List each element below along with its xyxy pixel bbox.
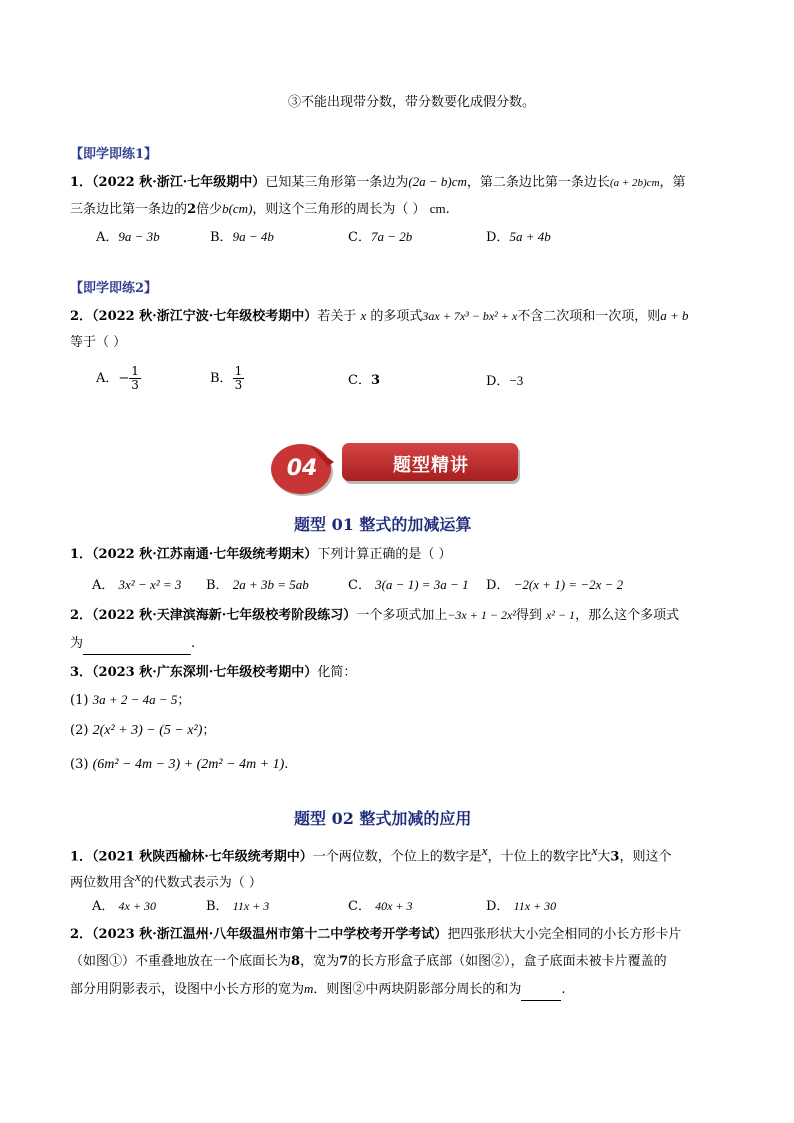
section1-q3-item1	[70, 690, 190, 711]
option-label: C．	[348, 899, 371, 914]
option-value: 4x + 30	[118, 899, 156, 913]
fraction	[233, 365, 245, 392]
intro-rule-text: ③不能出现带分数，带分数要化成假分数。	[288, 95, 536, 110]
section2-q2-line3	[70, 979, 566, 1001]
section1-q2-line1	[70, 605, 679, 626]
practice1-option-c[interactable]	[348, 227, 412, 248]
option-label: A．	[96, 371, 119, 386]
option-sign: −	[118, 371, 130, 386]
option-value: 9a − 3b	[118, 229, 160, 244]
item-label: (2)	[70, 723, 89, 738]
unit: cm	[429, 201, 446, 216]
banner-number: 04	[286, 456, 318, 481]
item-label: (1)	[70, 693, 89, 708]
option-value: 11x + 30	[513, 899, 557, 913]
question-source: （2022 秋·浙江宁波·七年级校考期中）	[92, 309, 318, 324]
item-label: (3)	[70, 757, 89, 772]
option-label: B．	[206, 578, 229, 593]
expression: a + b	[660, 308, 689, 323]
expression: (6m² − 4m − 3) + (2m² − 4m + 1)	[92, 757, 285, 772]
question-text: ，第	[659, 175, 686, 190]
punctuation: .	[191, 636, 196, 651]
polynomial: 3ax + 7x³ − bx² + x	[422, 309, 518, 323]
option-label: C．	[348, 373, 371, 388]
section2-q2-line2	[70, 952, 667, 972]
question-source: （2022 秋·浙江·七年级期中）	[92, 175, 266, 190]
section-banner	[270, 436, 526, 498]
punctuation: ；	[177, 693, 191, 708]
option-label: D．	[486, 230, 510, 245]
expression: (2a − b)cm	[408, 174, 467, 189]
question-text: 的代数式表示为（ ）	[140, 875, 262, 891]
section2-q1-option-c[interactable]	[348, 896, 413, 917]
option-value: 40x + 3	[375, 899, 413, 913]
punctuation: .	[561, 982, 566, 997]
question-text: 下列计算正确的是（ ）	[317, 547, 452, 562]
answer-blank[interactable]	[521, 980, 561, 1001]
section1-q2-line2	[70, 634, 195, 655]
answer-blank[interactable]	[83, 634, 191, 655]
option-value: 7a − 2b	[370, 229, 413, 244]
section1-q1-line1	[70, 545, 451, 565]
fraction-denominator: 3	[131, 378, 139, 392]
practice1-tag: 【即学即练1】	[70, 147, 158, 162]
question-text: （如图①）不重叠地放在一个底面长为	[70, 954, 292, 969]
question-text: ，第二条边比第一条边长	[466, 175, 610, 190]
section1-q3-line1	[70, 663, 356, 683]
fraction-numerator: 1	[131, 364, 139, 378]
variable: x	[360, 308, 367, 323]
section1-q3-item3	[70, 755, 288, 775]
option-label: D．	[486, 899, 510, 914]
expression: (a + 2b)cm	[609, 177, 660, 189]
question-text: ，则这个	[619, 849, 672, 865]
question-text: 得到	[515, 608, 542, 623]
variable: x	[481, 843, 488, 858]
question-number: 2．	[70, 927, 93, 942]
question-text: 为	[70, 636, 84, 651]
option-value: 11x + 3	[232, 899, 270, 913]
question-text: 把四张形状大小完全相同的小长方形卡片	[447, 927, 682, 942]
section2-q1-option-b[interactable]	[206, 896, 269, 917]
expression: x² − 1	[546, 608, 576, 622]
variable: x	[591, 843, 598, 858]
question-text: ，宽为	[300, 954, 340, 969]
question-text: ，十位上的数字比	[487, 849, 592, 865]
option-value: 2a + 3b = 5ab	[232, 577, 309, 592]
practice2-question-line2: 等于（ ）	[70, 335, 127, 350]
question-number: 1．	[70, 175, 93, 190]
section2-q2-line1	[70, 925, 681, 945]
question-text: 一个两位数，个位上的数字是	[312, 849, 482, 865]
question-source: （2023 秋·浙江温州·八年级温州市第十二中学校考开学考试）	[92, 927, 448, 942]
option-label: A．	[96, 230, 119, 245]
question-number: 1．	[70, 547, 93, 562]
option-label: B．	[210, 371, 233, 386]
question-text: 倍少	[196, 202, 223, 217]
number-inline: 7	[339, 954, 349, 969]
question-source: （2021 秋陕西榆林·七年级统考期中）	[92, 849, 313, 865]
question-text: 不含二次项和一次项，则	[517, 309, 661, 324]
practice1-question-line1	[70, 172, 686, 193]
practice2-option-b[interactable]	[210, 365, 244, 392]
practice2-option-c[interactable]	[348, 371, 380, 391]
section1-q1-option-d[interactable]	[486, 575, 623, 596]
question-number: 3．	[70, 665, 93, 680]
banner-title: 题型精讲	[393, 455, 469, 476]
option-value: −2(x + 1) = −2x − 2	[513, 577, 624, 592]
fraction-denominator: 3	[234, 378, 243, 392]
option-label: A．	[92, 578, 115, 593]
question-text: 两位数用含	[70, 875, 136, 891]
question-text: 已知某三角形第一条边为	[265, 175, 409, 190]
practice2-option-d[interactable]	[486, 371, 523, 392]
expression: b(cm)	[222, 201, 253, 216]
section2-q1-option-d[interactable]	[486, 896, 556, 917]
expression: 2(x² + 3) − (5 − x²)	[92, 723, 203, 738]
section1-q3-item2	[70, 721, 215, 741]
question-text: 的多项式	[370, 309, 423, 324]
question-number: 2．	[70, 309, 93, 324]
option-value: 9a − 4b	[232, 229, 274, 244]
practice1-question-line2	[70, 199, 450, 220]
option-label: D．	[486, 374, 510, 389]
section1-q1-option-c[interactable]	[348, 575, 469, 596]
question-text: 一个多项式加上	[356, 608, 448, 623]
option-value: 3(a − 1) = 3a − 1	[375, 577, 469, 592]
section2-q1-line2	[70, 867, 262, 893]
option-label: C．	[348, 230, 371, 245]
option-label: B．	[206, 899, 229, 914]
option-label: C．	[348, 578, 371, 593]
question-text: 三条边比第一条边的	[70, 202, 188, 217]
question-text: ，则这个三角形的周长为（ ）	[252, 202, 426, 217]
question-number: 2．	[70, 608, 93, 623]
question-number-inline: 2	[187, 202, 197, 217]
option-value: 3	[370, 373, 380, 388]
variable: x	[135, 869, 141, 884]
section1-title: 题型 01 整式的加减运算	[294, 515, 472, 534]
question-text: 若关于	[317, 309, 357, 324]
option-value: −3	[509, 373, 524, 388]
question-source: （2022 秋·天津滨海新·七年级校考阶段练习）	[92, 608, 357, 623]
variable: m	[304, 981, 314, 996]
number-inline: 3	[610, 849, 620, 865]
question-number: 1．	[70, 849, 93, 865]
practice2-question-line1	[70, 306, 689, 327]
expression: 3a + 2 − 4a − 5	[92, 692, 178, 707]
question-text: ，那么这个多项式	[575, 608, 680, 623]
punctuation: .	[445, 202, 450, 217]
practice2-option-a[interactable]	[96, 365, 141, 392]
fraction-numerator: 1	[234, 364, 243, 378]
option-label: A．	[92, 899, 115, 914]
question-text: 化简：	[317, 665, 357, 680]
question-text: 的长方形盒子底部（如图②），盒子底面未被卡片覆盖的	[348, 954, 667, 969]
question-source: （2022 秋·江苏南通·七年级统考期末）	[92, 547, 318, 562]
section2-q1-line1	[70, 841, 671, 867]
section2-title: 题型 02 整式加减的应用	[294, 809, 472, 828]
question-text: ．则图②中两块阴影部分周长的和为	[313, 982, 522, 997]
question-text: 大	[597, 849, 611, 865]
question-source: （2023 秋·广东深圳·七年级校考期中）	[92, 665, 318, 680]
option-label: B．	[210, 230, 233, 245]
practice1-option-d[interactable]	[486, 227, 551, 248]
number-inline: 8	[291, 954, 301, 969]
option-value: 5a + 4b	[509, 229, 551, 244]
expression: −3x + 1 − 2x²	[447, 608, 516, 622]
option-label: D．	[486, 578, 510, 593]
option-value: 3x² − x² = 3	[118, 577, 182, 592]
section1-q1-option-a[interactable]	[92, 575, 181, 596]
section2-q1-option-a[interactable]	[92, 896, 156, 917]
fraction	[129, 365, 141, 392]
punctuation: ；	[202, 723, 216, 738]
punctuation: .	[284, 757, 289, 772]
practice1-option-a[interactable]	[96, 227, 160, 248]
practice2-tag: 【即学即练2】	[70, 281, 158, 296]
practice1-option-b[interactable]	[210, 227, 274, 248]
section1-q1-option-b[interactable]	[206, 575, 309, 596]
question-text: 部分用阴影表示，设图中小长方形的宽为	[70, 982, 305, 997]
